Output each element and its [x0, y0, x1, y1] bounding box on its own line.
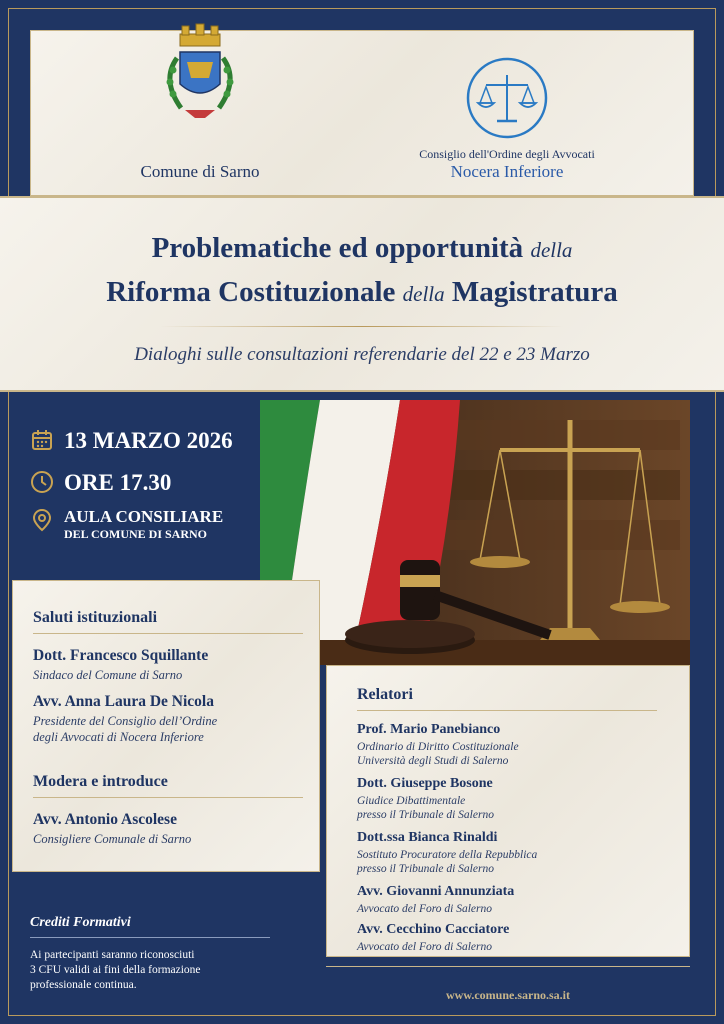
event-place — [64, 508, 223, 542]
relatori-divider — [357, 710, 657, 711]
title-line-1 — [0, 232, 724, 265]
relatori-heading: Relatori — [357, 686, 413, 703]
event-place-row — [30, 508, 223, 542]
credits-line-2: 3 CFU validi ai fini della formazione — [30, 964, 201, 976]
speaker-squillante-role: Sindaco del Comune di Sarno — [33, 668, 183, 682]
credits-text — [30, 948, 280, 993]
relatore-cacciatore-role: Avvocato del Foro di Salerno — [357, 941, 492, 953]
relatore-panebianco-role-2: Università degli Studi di Salerno — [357, 755, 509, 767]
event-date-row — [30, 428, 233, 454]
relatore-panebianco-role-1: Ordinario di Diritto Costituzionale — [357, 741, 519, 753]
calendar-icon — [30, 428, 54, 452]
relatore-panebianco-name: Prof. Mario Panebianco — [357, 722, 501, 737]
scales-of-justice-icon — [464, 55, 550, 141]
clock-icon — [30, 470, 54, 494]
saluti-divider — [33, 633, 303, 634]
event-place-line1: AULA CONSILIARE — [64, 507, 224, 526]
saluti-panel — [12, 580, 320, 872]
speaker-de-nicola-role-1: Presidente del Consiglio dell’Ordine — [33, 714, 218, 728]
relatore-cacciatore-name: Avv. Cecchino Cacciatore — [357, 922, 510, 937]
credits-divider — [30, 937, 270, 938]
saluti-heading: Saluti istituzionali — [33, 609, 158, 626]
event-place-line2: DEL COMUNE DI SARNO — [64, 527, 208, 541]
relatori-panel — [326, 665, 690, 957]
title-line-2-main-b: Magistratura — [451, 276, 618, 308]
title-divider — [160, 326, 564, 327]
title-line-1-italic: della — [530, 238, 573, 262]
relatore-bosone-name: Dott. Giuseppe Bosone — [357, 776, 493, 791]
modera-heading: Modera e introduce — [33, 773, 168, 790]
title-band — [0, 196, 724, 392]
title-line-2-main-a: Riforma Costituzionale — [106, 276, 396, 308]
location-pin-icon — [30, 508, 54, 532]
speaker-ascolese-name: Avv. Antonio Ascolese — [33, 811, 177, 828]
coa-name-line1: Consiglio dell'Ordine degli Avvocati — [419, 147, 595, 161]
relatore-annunziata-role: Avvocato del Foro di Salerno — [357, 903, 492, 915]
speaker-squillante-name: Dott. Francesco Squillante — [33, 647, 209, 664]
comune-name: Comune di Sarno — [140, 162, 260, 181]
relatore-bosone-role-2: presso il Tribunale di Salerno — [357, 809, 494, 821]
speaker-de-nicola-name: Avv. Anna Laura De Nicola — [33, 693, 214, 710]
relatore-annunziata-name: Avv. Giovanni Annunziata — [357, 884, 515, 899]
website-link[interactable]: www.comune.sarno.sa.it — [445, 988, 570, 1002]
relatore-rinaldi-name: Dott.ssa Bianca Rinaldi — [357, 830, 498, 845]
coa-name-line2: Nocera Inferiore — [450, 162, 564, 181]
credits-line-1: Ai partecipanti saranno riconosciuti — [30, 949, 195, 961]
relatore-rinaldi-role-1: Sostituto Procuratore della Repubblica — [357, 849, 538, 861]
relatore-bosone-role-1: Giudice Dibattimentale — [357, 795, 466, 807]
event-date: 13 MARZO 2026 — [64, 428, 233, 453]
credits-title: Crediti Formativi — [30, 915, 131, 930]
title-line-2-italic: della — [402, 282, 445, 306]
title-line-2 — [0, 276, 724, 309]
subtitle: Dialoghi sulle consultazioni referendarie del 22 e 23 Marzo — [134, 344, 590, 365]
event-time: ORE 17.30 — [64, 470, 172, 495]
modera-divider — [33, 797, 303, 798]
comune-sarno-crest-icon — [155, 22, 245, 150]
event-time-row — [30, 470, 171, 496]
flag-gavel-scales-photo — [260, 400, 690, 665]
speaker-ascolese-role: Consigliere Comunale di Sarno — [33, 832, 192, 846]
website-divider — [326, 966, 690, 967]
speaker-de-nicola-role-2: degli Avvocati di Nocera Inferiore — [33, 730, 204, 744]
title-line-1-main: Problematiche ed opportunità — [151, 232, 524, 264]
credits-line-3: professionale continua. — [30, 979, 137, 991]
relatore-rinaldi-role-2: presso il Tribunale di Salerno — [357, 863, 494, 875]
